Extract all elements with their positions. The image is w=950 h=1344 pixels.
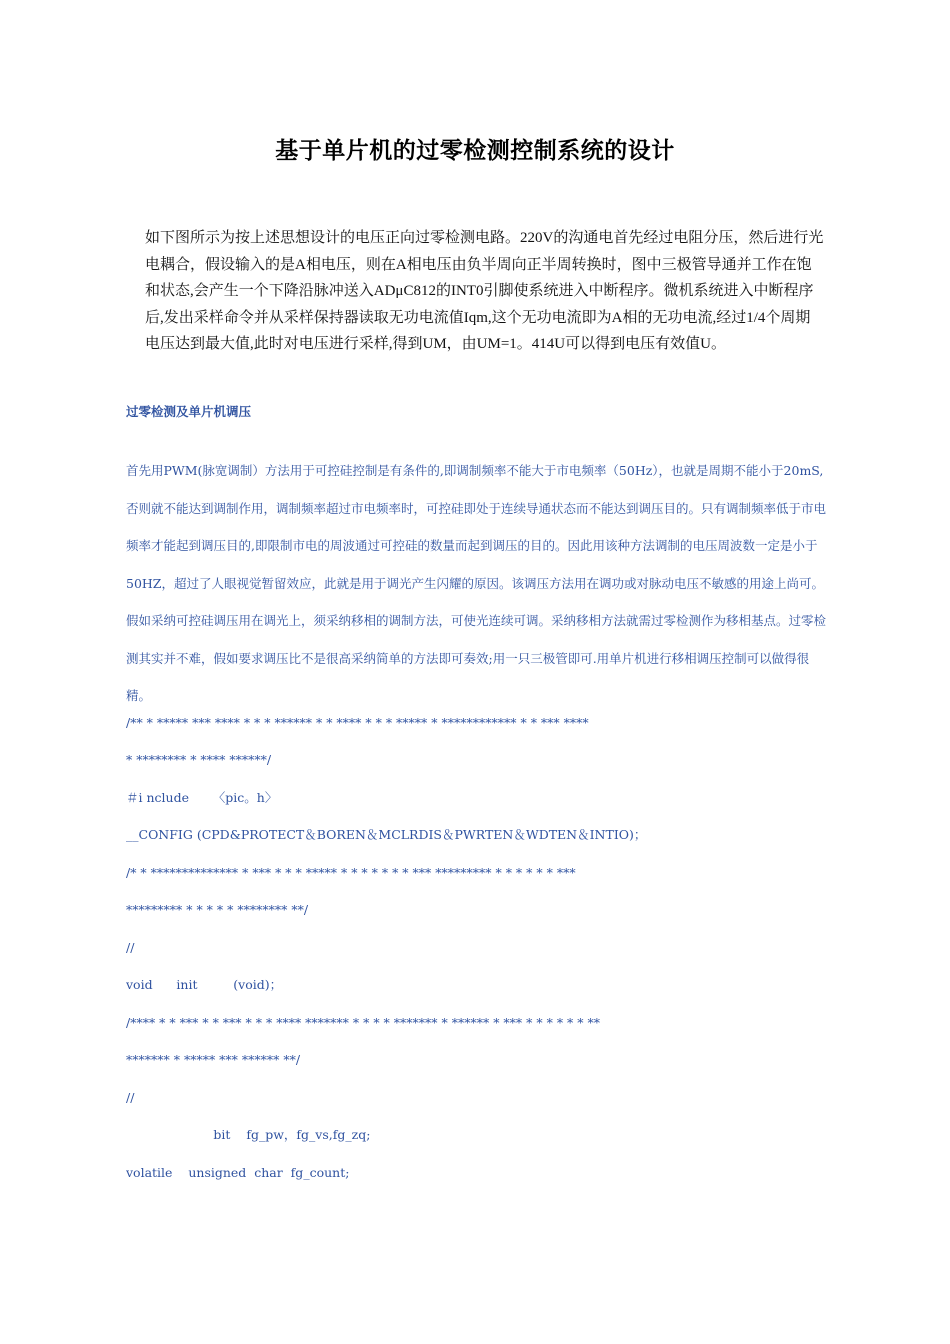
section-paragraph: 首先用PWM(脉宽调制）方法用于可控硅控制是有条件的,即调制频率不能大于市电频率（50Hz），也就是周期不能小于20mS,否则就不能达到调制作用，调制频率超过市电频率时，可控硅即处于连续导通状态而不能达到调压目的。只有调制频率低于市电频率才能起到调压目的,即限制市电的周波通过可控硅的数量而起到调压的目的。因此用该种方法调制的电压周波数一定是小于50HZ，超过了人眼视觉暂留效应，此就是用于调光产生闪耀的原因。该调压方法用在调功或对脉动电压不敏感的用途上尚可。假如采纳可控硅调压用在调光上，须采纳移相的调制方法，可使光连续可调。采纳移相方法就需过零检测作为移相基点。过零检测其实并不难，假如要求调压比不是很高采纳简单的方法即可奏效;用一只三极管即可.用单片机进行移相调压控制可以做得很精。 xyxy=(126,463,827,703)
code-line: __CONFIG (CPD&PROTECT＆BOREN＆MCLRDIS＆PWRTEN＆WDTEN＆INTIO)； xyxy=(126,827,647,842)
section-heading: 过零检测及单片机调压 xyxy=(126,404,252,419)
code-line: * ******** * **** ******/ xyxy=(126,752,272,767)
code-line: ********* * * * * * ******** **/ xyxy=(126,902,309,917)
intro-paragraph: 如下图所示为按上述思想设计的电压正向过零检测电路。220V的沟通电首先经过电阻分压，然后进行光电耦合，假设输入的是A相电压，则在A相电压由负半周向正半周转换时，图中三极管导通并工作在饱和状态,会产生一个下降沿脉冲送入ADμC812的INT0引脚使系统进入中断程序。微机系统进入中断程序后,发出采样命令并从采样保持器读取无功电流值Iqm,这个无功电流即为A相的无功电流,经过1/4个周期电压达到最大值,此时对电压进行采样,得到UM，由UM=1。414U可以得到电压有效值U。 xyxy=(145,230,824,352)
code-line: ******* * ***** *** ****** **/ xyxy=(126,1052,301,1067)
code-line: void init (void)； xyxy=(126,977,283,992)
code-line: volatile unsigned char fg_count; xyxy=(126,1165,350,1180)
document-title: 基于单片机的过零检测控制系统的设计 xyxy=(275,138,675,164)
code-line: bit fg_pw，fg_vs,fg_zq; xyxy=(126,1127,371,1142)
code-line: /* * ************** * *** * * * ***** * * * * * * * *** ********* * * * * * * *** xyxy=(126,865,576,880)
code-line: /** * ***** *** **** * * * ****** * * **** * * * ***** * ************ * * *** **** xyxy=(126,715,589,730)
code-line: // xyxy=(126,1090,135,1105)
code-line: /**** * * *** * * *** * * * **** ******* * * * * ******* * ****** * *** * * * * * * ** xyxy=(126,1015,600,1030)
code-line: // xyxy=(126,940,135,955)
code-line: ＃i nclude 〈pic。h〉 xyxy=(126,790,278,805)
